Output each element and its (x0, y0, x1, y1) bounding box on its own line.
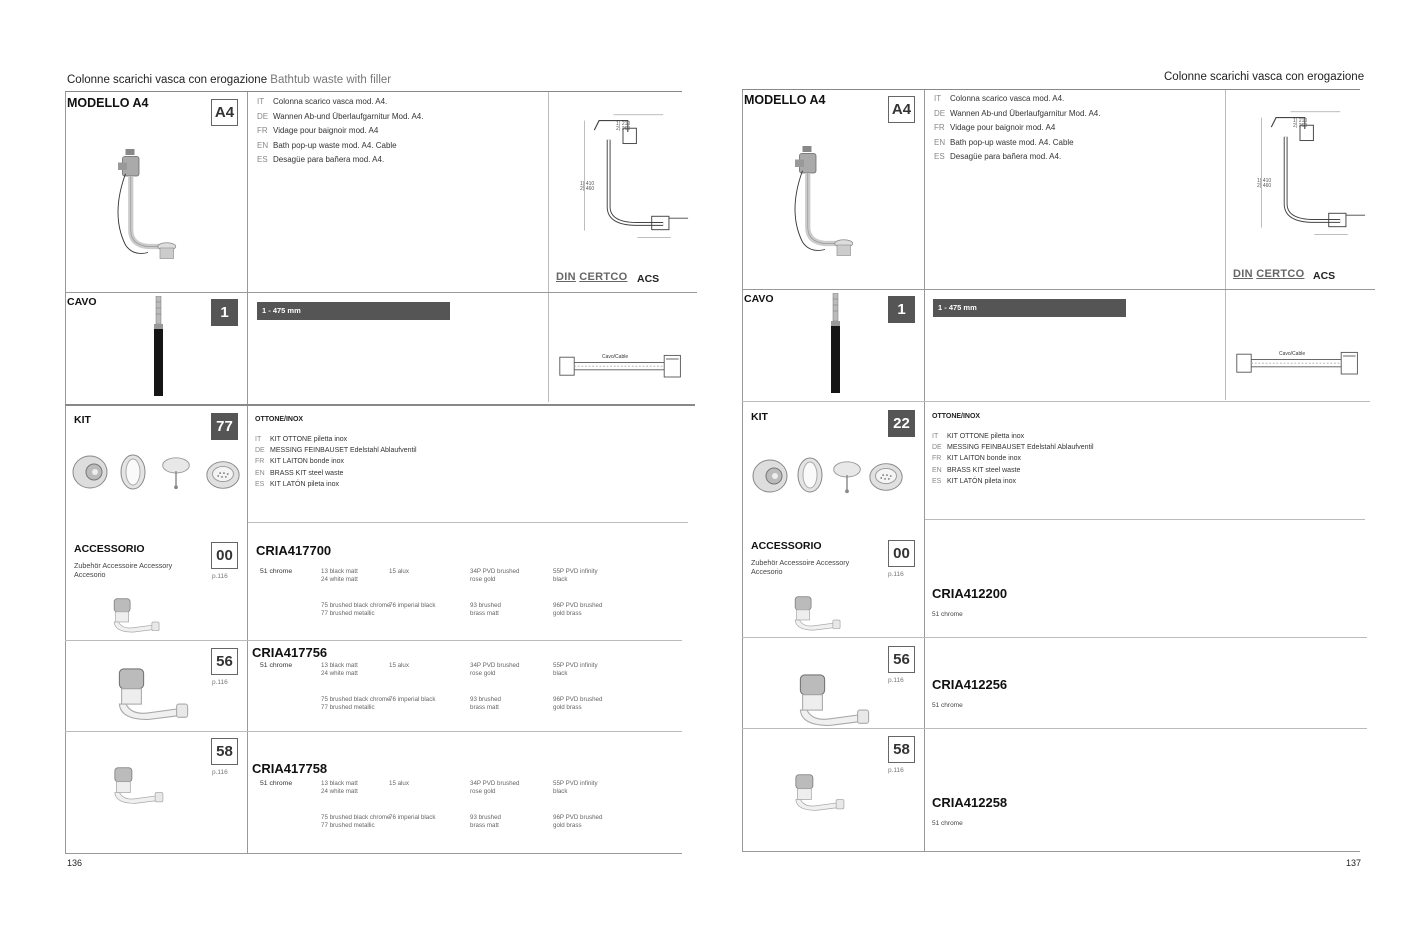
language-code: DE (932, 444, 942, 452)
product-code: CRIA417700 (256, 543, 332, 558)
finish-option: 75 brushed black chrome 77 brushed metallic (321, 814, 391, 829)
finish-option: 13 black matt 24 white matt (321, 780, 358, 795)
dim-side: 1) 410 2) 460 (580, 181, 595, 192)
accessory-subtitle: Zubehör Accessoire Accessory Accesorio (751, 558, 850, 576)
finish-option: 55P PVD infinity black (553, 568, 598, 583)
description-row (934, 107, 1100, 122)
accessory-title: ACCESSORIO (74, 543, 145, 555)
language-code: DE (255, 447, 265, 455)
description-text: Vidage pour baignoir mod. A4 (273, 126, 379, 135)
description-text: MESSING FEINBAUSET Edelstahl Ablaufventil (270, 447, 417, 455)
description-text: Wannen Ab-und Überlaufgarnitur Mod. A4. (950, 108, 1101, 118)
product-code: CRIA412258 (932, 795, 1008, 810)
description-row (932, 476, 1094, 487)
cable-drawing-label: Cavo/Cable (602, 354, 629, 360)
product-code: CRIA417758 (252, 761, 328, 776)
language-code: IT (932, 433, 939, 440)
description-row (257, 124, 423, 139)
finish-option: 76 imperial black (389, 602, 436, 609)
kit-plug-icon (828, 458, 866, 496)
finish-option: 34P PVD brushed rose gold (470, 568, 520, 583)
accessory-subtitle: Zubehör Accessoire Accessory Accesorio (74, 561, 173, 579)
header-subtitle: Bathtub waste with filler (270, 74, 392, 86)
description-row (257, 153, 423, 168)
language-code: FR (932, 455, 942, 463)
finish-option: 51 chrome (260, 780, 293, 787)
description-text: KIT LATÓN pileta inox (947, 477, 1016, 485)
accessory-image-58 (104, 763, 166, 805)
finish-option: 13 black matt 24 white matt (321, 568, 358, 583)
language-code: EN (257, 140, 269, 150)
page-reference: p.116 (888, 677, 904, 684)
description-text: MESSING FEINBAUSET Edelstahl Ablaufventil (947, 444, 1094, 452)
language-code: ES (934, 152, 945, 161)
description-text: Bath pop-up waste mod. A4. Cable (950, 137, 1074, 147)
description-text: BRASS KIT steel waste (270, 469, 344, 477)
kit-material: OTTONE/INOX (255, 416, 304, 423)
model-title: MODELLO A4 (744, 93, 826, 107)
dim-top: 1) 210 2) 260 (1293, 118, 1308, 129)
accessory-badge: 58 (888, 736, 915, 763)
cable-drawing-label: Cavo/Cable (1279, 351, 1306, 357)
description-text: Wannen Ab-und Überlaufgarnitur Mod. A4. (273, 111, 424, 121)
description-row (255, 456, 417, 467)
model-descriptions (934, 92, 1100, 165)
language-code: DE (934, 108, 946, 118)
kit-badge: 22 (888, 410, 915, 437)
description-text: Vidage pour baignoir mod. A4 (950, 123, 1056, 132)
kit-descriptions (932, 431, 1094, 487)
language-code: ES (932, 477, 942, 485)
page-number: 137 (1346, 858, 1362, 868)
finish-option: 93 brushed brass matt (470, 602, 501, 617)
language-code: IT (255, 436, 262, 443)
finish-option: 55P PVD infinity black (553, 662, 598, 677)
description-row (934, 92, 1100, 107)
description-text: KIT LATÓN pileta inox (270, 480, 339, 488)
acs-logo: ACS (1313, 270, 1336, 282)
accessory-image-00 (104, 594, 162, 634)
finish-option: 15 alux (389, 568, 409, 575)
finish-option: 34P PVD brushed rose gold (470, 662, 520, 677)
product-code: CRIA412256 (932, 677, 1008, 692)
description-row (255, 479, 417, 490)
din-certco-logo: DIN CERTCO (556, 271, 628, 283)
description-text: KIT OTTONE piletta inox (270, 436, 348, 443)
model-badge: A4 (211, 99, 238, 126)
finish-option: 13 black matt 24 white matt (321, 662, 358, 677)
finish-option: 15 alux (389, 662, 409, 669)
finish-option: 96P PVD brushed gold brass (553, 814, 603, 829)
page-number: 136 (67, 858, 83, 868)
description-row (932, 465, 1094, 476)
bath-waste-image (765, 137, 870, 272)
language-code: IT (934, 94, 942, 103)
bath-waste-image (88, 140, 193, 275)
cable-length-bar: 1 - 475 mm (257, 302, 450, 320)
page-header (67, 74, 391, 86)
accessory-badge: 56 (888, 646, 915, 673)
cable-length-bar: 1 - 475 mm (933, 299, 1126, 317)
product-code: CRIA412200 (932, 586, 1008, 601)
cable-image (820, 293, 852, 393)
description-text: Desagüe para bañera mod. A4. (950, 152, 1062, 161)
description-row (257, 139, 423, 154)
finish-option: 15 alux (389, 780, 409, 787)
kit-knob-icon (750, 456, 790, 496)
kit-knob-icon (70, 452, 110, 492)
accessory-badge: 56 (211, 648, 238, 675)
accessory-title: ACCESSORIO (751, 540, 822, 552)
kit-grate-icon (866, 458, 906, 496)
kit-badge: 77 (211, 413, 238, 440)
language-code: EN (932, 466, 942, 474)
description-text: KIT LAITON bonde inox (270, 458, 345, 466)
cable-badge: 1 (211, 299, 238, 326)
product-code: CRIA417756 (252, 645, 328, 660)
description-text: Colonna scarico vasca mod. A4. (273, 97, 388, 106)
page-reference: p.116 (212, 573, 228, 580)
cable-badge: 1 (888, 296, 915, 323)
finish-option: 75 brushed black chrome 77 brushed metallic (321, 602, 391, 617)
accessory-badge: 00 (888, 540, 915, 567)
language-code: ES (255, 480, 265, 488)
model-descriptions (257, 95, 423, 168)
description-row (255, 445, 417, 456)
description-row (934, 136, 1100, 151)
description-row (255, 468, 417, 479)
description-row (932, 431, 1094, 442)
description-row (255, 434, 417, 445)
acs-logo: ACS (637, 273, 660, 285)
dim-side: 1) 410 2) 460 (1257, 178, 1272, 189)
page-reference: p.116 (212, 769, 228, 776)
language-code: DE (257, 111, 269, 121)
kit-title: KIT (74, 414, 91, 426)
kit-disc-icon (790, 455, 830, 495)
language-code: FR (257, 126, 268, 135)
finish-option: 96P PVD brushed gold brass (553, 602, 603, 617)
cable-title: CAVO (744, 293, 774, 305)
kit-disc-icon (113, 452, 153, 492)
kit-plug-icon (157, 454, 195, 492)
description-row (932, 442, 1094, 453)
accessory-badge: 58 (211, 738, 238, 765)
page-reference: p.116 (212, 679, 228, 686)
model-badge: A4 (888, 96, 915, 123)
accessory-badge: 00 (211, 542, 238, 569)
description-row (934, 121, 1100, 136)
description-text: BRASS KIT steel waste (947, 466, 1021, 474)
page-reference: p.116 (888, 571, 904, 578)
dim-top: 1) 210 2) 260 (616, 121, 631, 132)
language-code: EN (934, 137, 946, 147)
header-title: Colonne scarichi vasca con erogazione (67, 74, 268, 86)
description-text: Colonna scarico vasca mod. A4. (950, 94, 1065, 103)
finish-option: 51 chrome (932, 611, 963, 618)
kit-material: OTTONE/INOX (932, 413, 981, 420)
kit-descriptions (255, 434, 417, 490)
accessory-image-56 (104, 664, 192, 720)
accessory-image-56 (785, 670, 873, 726)
accessory-image-58 (785, 770, 847, 812)
cable-title: CAVO (67, 296, 97, 308)
finish-option: 96P PVD brushed gold brass (553, 696, 603, 711)
description-text: Desagüe para bañera mod. A4. (273, 155, 385, 164)
finish-option: 51 chrome (260, 568, 293, 575)
finish-option: 34P PVD brushed rose gold (470, 780, 520, 795)
finish-option: 75 brushed black chrome 77 brushed metallic (321, 696, 391, 711)
finish-option: 51 chrome (260, 662, 293, 669)
finish-option: 93 brushed brass matt (470, 814, 501, 829)
description-text: KIT LAITON bonde inox (947, 455, 1022, 463)
cable-image (143, 296, 175, 396)
finish-option: 93 brushed brass matt (470, 696, 501, 711)
description-row (932, 453, 1094, 464)
page-reference: p.116 (888, 767, 904, 774)
din-certco-logo: DIN CERTCO (1233, 268, 1305, 280)
language-code: EN (255, 469, 265, 477)
language-code: ES (257, 155, 268, 164)
language-code: FR (934, 123, 945, 132)
description-text: KIT OTTONE piletta inox (947, 433, 1025, 440)
finish-option: 51 chrome (932, 820, 963, 827)
kit-title: KIT (751, 411, 768, 423)
page-header: Colonne scarichi vasca con erogazione (1164, 71, 1365, 83)
accessory-image-00 (785, 592, 843, 632)
finish-option: 51 chrome (932, 702, 963, 709)
description-row (257, 95, 423, 110)
finish-option: 76 imperial black (389, 814, 436, 821)
finish-option: 55P PVD infinity black (553, 780, 598, 795)
language-code: FR (255, 458, 265, 466)
model-title: MODELLO A4 (67, 96, 149, 110)
description-row (934, 150, 1100, 165)
kit-grate-icon (204, 456, 242, 494)
finish-option: 76 imperial black (389, 696, 436, 703)
description-text: Bath pop-up waste mod. A4. Cable (273, 140, 397, 150)
description-row (257, 110, 423, 125)
language-code: IT (257, 97, 265, 106)
